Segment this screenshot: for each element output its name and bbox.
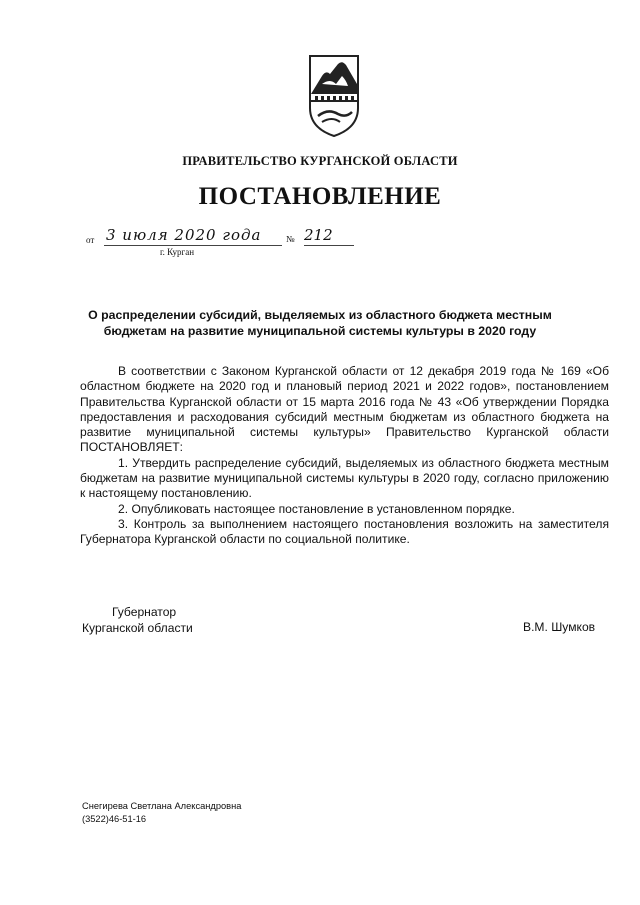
government-name: ПРАВИТЕЛЬСТВО КУРГАНСКОЙ ОБЛАСТИ [182, 154, 458, 168]
number-label: № [286, 234, 295, 244]
signatory-position [82, 604, 193, 636]
document-type: ПОСТАНОВЛЕНИЕ [198, 183, 442, 210]
handwritten-date: 3 июля 2020 года [104, 226, 282, 246]
item-paragraph: 3. Контроль за выполнением настоящего постановления возложить на заместителя Губернатора Курганской области по социальной политике. [80, 516, 609, 547]
handwritten-number: 212 [304, 226, 354, 246]
item-paragraph: 2. Опубликовать настоящее постановление в установленном порядке. [118, 501, 515, 516]
executor-phone: (3522)46-51-16 [82, 813, 147, 824]
document-title: О распределении субсидий, выделяемых из областного бюджета местным бюджетам на развитие муниципальной системы культуры в 2020 году [88, 308, 552, 338]
coat-of-arms-icon [308, 54, 360, 138]
document-body [80, 364, 609, 548]
from-label: от [86, 235, 95, 245]
preamble-paragraph: В соответствии с Законом Курганской области от 12 декабря 2019 года № 169 «Об областном бюджете на 2020 год и плановый период 2021 и 2022 годов», постановлением Правительства Курганской области от 15 марта 2016 года № 43 «Об утверждении Порядка предоставления и расходования субсидий местным бюджетам из областного бюджета на развитие муниципальной системы культуры» Правительство Курганской области ПОСТАНОВЛЯЕТ: [80, 364, 609, 455]
executor-info [82, 800, 241, 825]
item-paragraph: 1. Утвердить распределение субсидий, выделяемых из областного бюджета местным бюджетам на развитие муниципальной системы культуры в 2020 году, согласно приложению к настоящему постановлению. [80, 455, 609, 501]
city-label: г. Курган [160, 247, 195, 257]
position-line: Курганской области [82, 621, 193, 635]
signatory-name: В.М. Шумков [523, 620, 596, 634]
date-number-row [86, 226, 386, 266]
position-line: Губернатор [112, 605, 177, 619]
executor-name: Снегирева Светлана Александровна [82, 801, 242, 811]
